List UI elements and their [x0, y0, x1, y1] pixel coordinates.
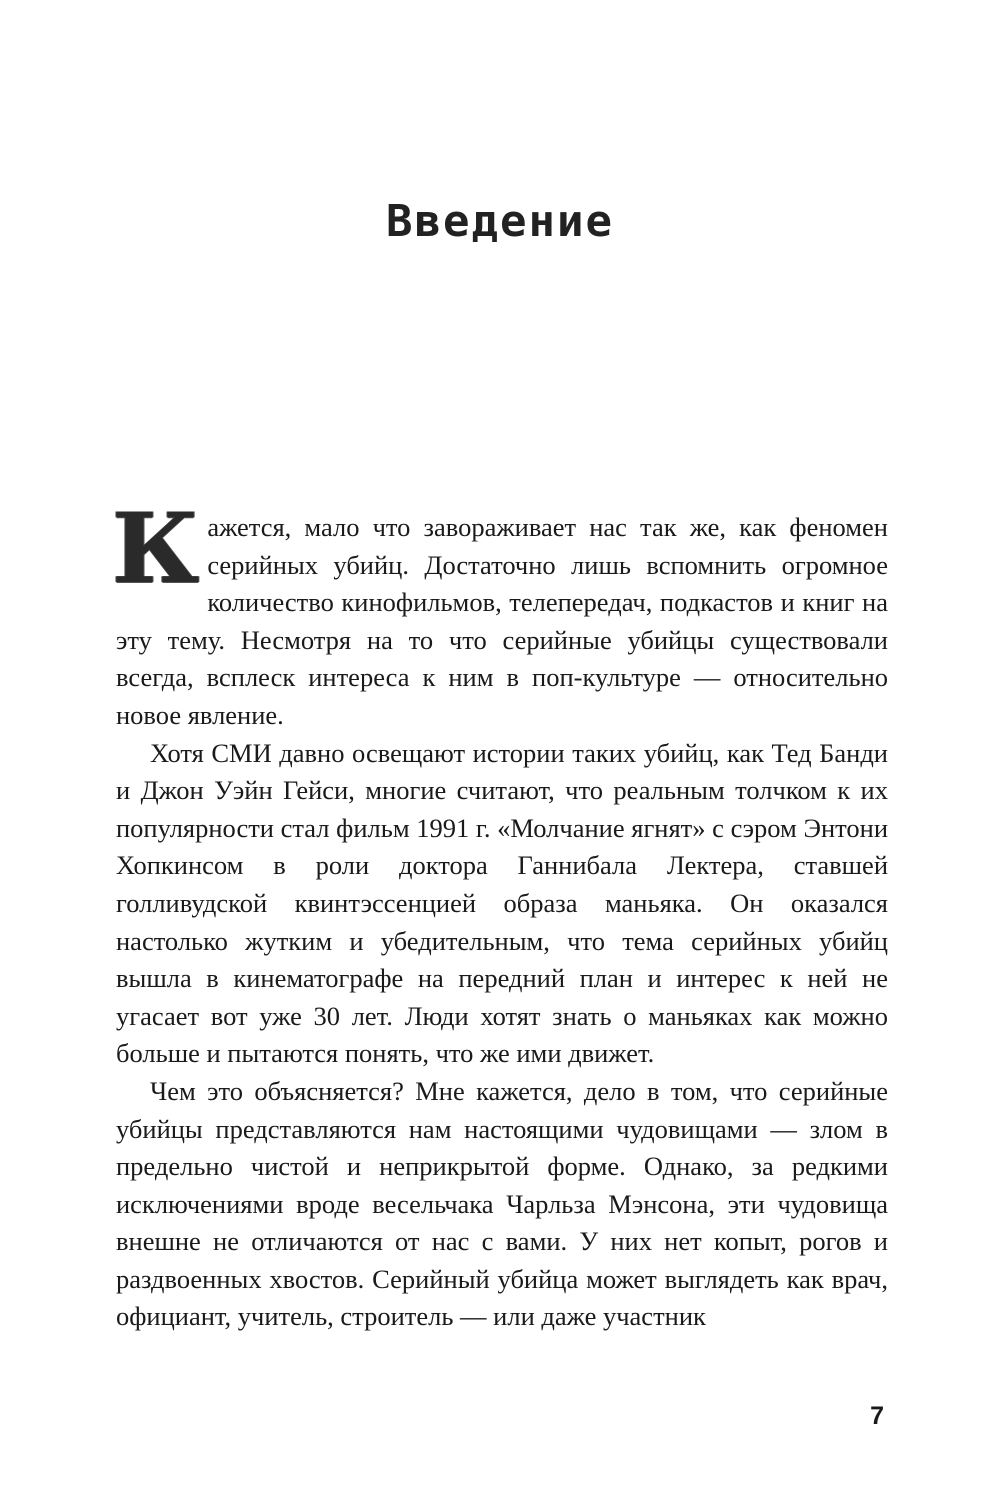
paragraph-2: Хотя СМИ давно освещают истории таких убийц, как Тед Банди и Джон Уэйн Гейси, многие считают, что реальным толчком к их популярности стал фильм 1991 г. «Молчание ягнят» с сэром Энтони Хопкинсом в роли доктора Ганнибала Лектера, ставшей голливудской квинтэссенцией образа маньяка. Он оказался настолько жутким и убедительным, что тема серийных убийц вышла в кинематографе на передний план и интерес к ней не угасает вот уже 30 лет. Люди хотят знать о маньяках как можно больше и пытаются понять, что же ими движет. — [116, 737, 888, 1069]
paragraph-3: Чем это объясняется? Мне кажется, дело в том, что серийные убийцы представляются нам настоящими чудовищами — злом в предельно чистой и неприкрытой форме. Однако, за редкими исключениями вроде весельчака Чарльза Мэнсона, эти чудовища внешне не отличаются от нас с вами. У них нет копыт, рогов и раздвоенных хвостов. Серийный убийца может выглядеть как врач, официант, учитель, строитель — или даже участник — [116, 1075, 888, 1332]
chapter-title: Введение — [386, 196, 614, 247]
paragraph-1-text: ажется, мало что завораживает нас так же, как феномен серийных убийц. Достаточно лишь вспомнить огромное количество кинофильмов, телепередач, подкастов и книг на эту тему. Несмотря на то что серийные убийцы существовали всегда, всплеск интереса к ним в поп-культуре — относительно новое явление. — [116, 512, 888, 730]
drop-cap: К — [112, 492, 200, 605]
body-text — [112, 492, 888, 1336]
paragraph-1 — [112, 492, 888, 735]
page-number: 7 — [870, 1402, 884, 1430]
